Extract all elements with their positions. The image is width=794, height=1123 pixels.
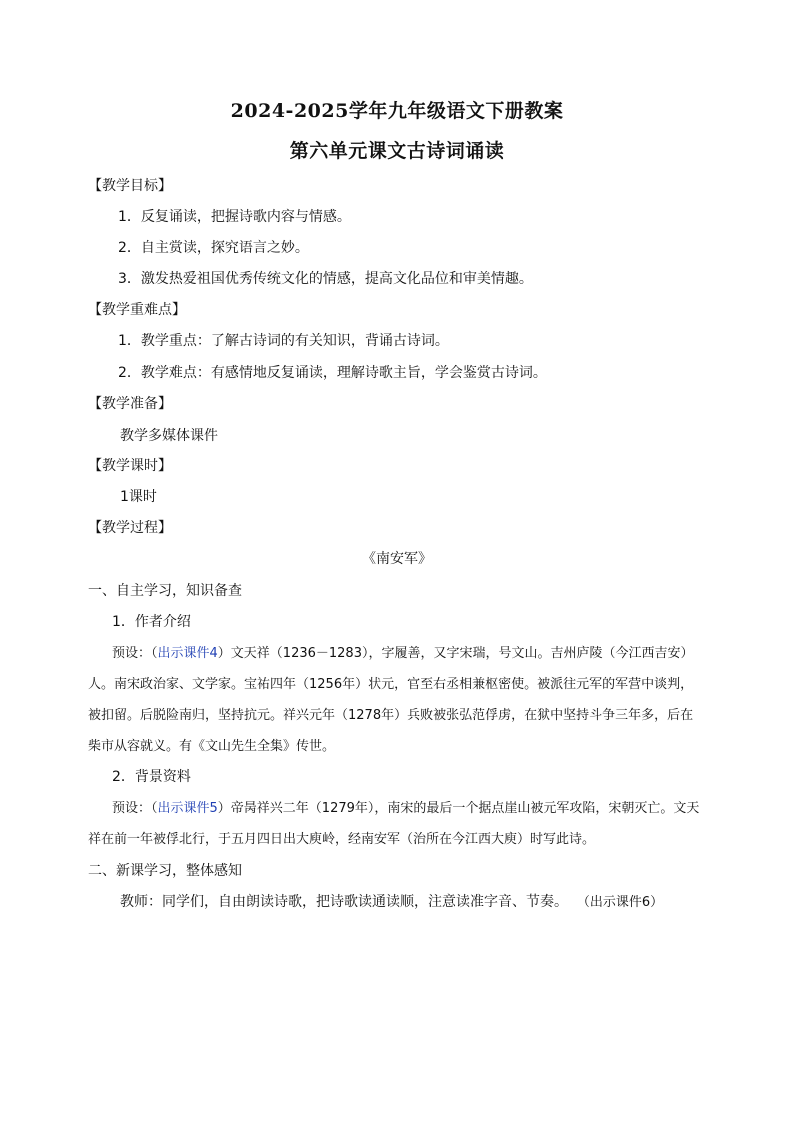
preparation-heading: 【教学准备】 [88,396,172,412]
section2-title: 二、新课学习，整体感知 [88,863,242,879]
key-point-item: 1．教学重点：了解古诗词的有关知识，背诵古诗词。 [118,333,449,349]
class-hours-heading: 【教学课时】 [88,458,172,474]
poem-title: 《南安军》 [362,551,432,567]
section1-title: 一、自主学习，知识备查 [88,583,242,599]
courseware-ref: （出示课件6） [576,895,664,910]
background-paragraph [88,793,706,855]
key-point-item: 2．教学难点：有感情地反复诵读，理解诗歌主旨，学会鉴赏古诗词。 [118,365,547,381]
preparation-text: 教学多媒体课件 [120,428,218,444]
section2-text [120,893,663,912]
process-heading: 【教学过程】 [88,520,172,536]
teacher-instruction: 教师：同学们，自由朗读诗歌，把诗歌读通读顺，注意读准字音、节奏。 [120,894,568,910]
paragraph-body: ）帝昺祥兴二年（1279年），南宋的最后一个据点崖山被元军攻陷，宋朝灭亡。文天祥在前一年被俘北行，于五月四日出大庾岭，经南安军（治所在今江西大庾）时写此诗。 [88,801,700,847]
document-title: 2024-2025学年九年级语文下册教案 [230,100,564,122]
objectives-heading: 【教学目标】 [88,178,172,194]
class-hours-text: 1课时 [120,489,157,505]
objective-item: 2．自主赏读，探究语言之妙。 [118,240,309,256]
author-intro-paragraph [88,638,706,762]
preset-label: 预设：（ [112,801,158,816]
objective-item: 1．反复诵读，把握诗歌内容与情感。 [118,209,351,225]
preset-label: 预设：（ [112,646,158,661]
author-intro-title: 1．作者介绍 [112,614,191,630]
courseware-ref: 出示课件5 [157,801,218,816]
paragraph-body: ）文天祥（1236－1283），字履善，又字宋瑞，号文山。吉州庐陵（今江西吉安）人。南宋政治家、文学家。宝祐四年（1256年）状元，官至右丞相兼枢密使。被派往元军的军营中谈判，被扣留。后脱险南归，坚持抗元。祥兴元年（1278年）兵败被张弘范俘虏，在狱中坚持斗争三年多，后在柴市从容就义。有《文山先生全集》传世。 [88,646,694,754]
background-title: 2．背景资料 [112,769,191,785]
objective-item: 3．激发热爱祖国优秀传统文化的情感，提高文化品位和审美情趣。 [118,271,533,287]
document-subtitle: 第六单元课文古诗词诵读 [289,140,505,162]
courseware-ref: 出示课件4 [157,646,218,661]
key-points-heading: 【教学重难点】 [88,302,186,318]
